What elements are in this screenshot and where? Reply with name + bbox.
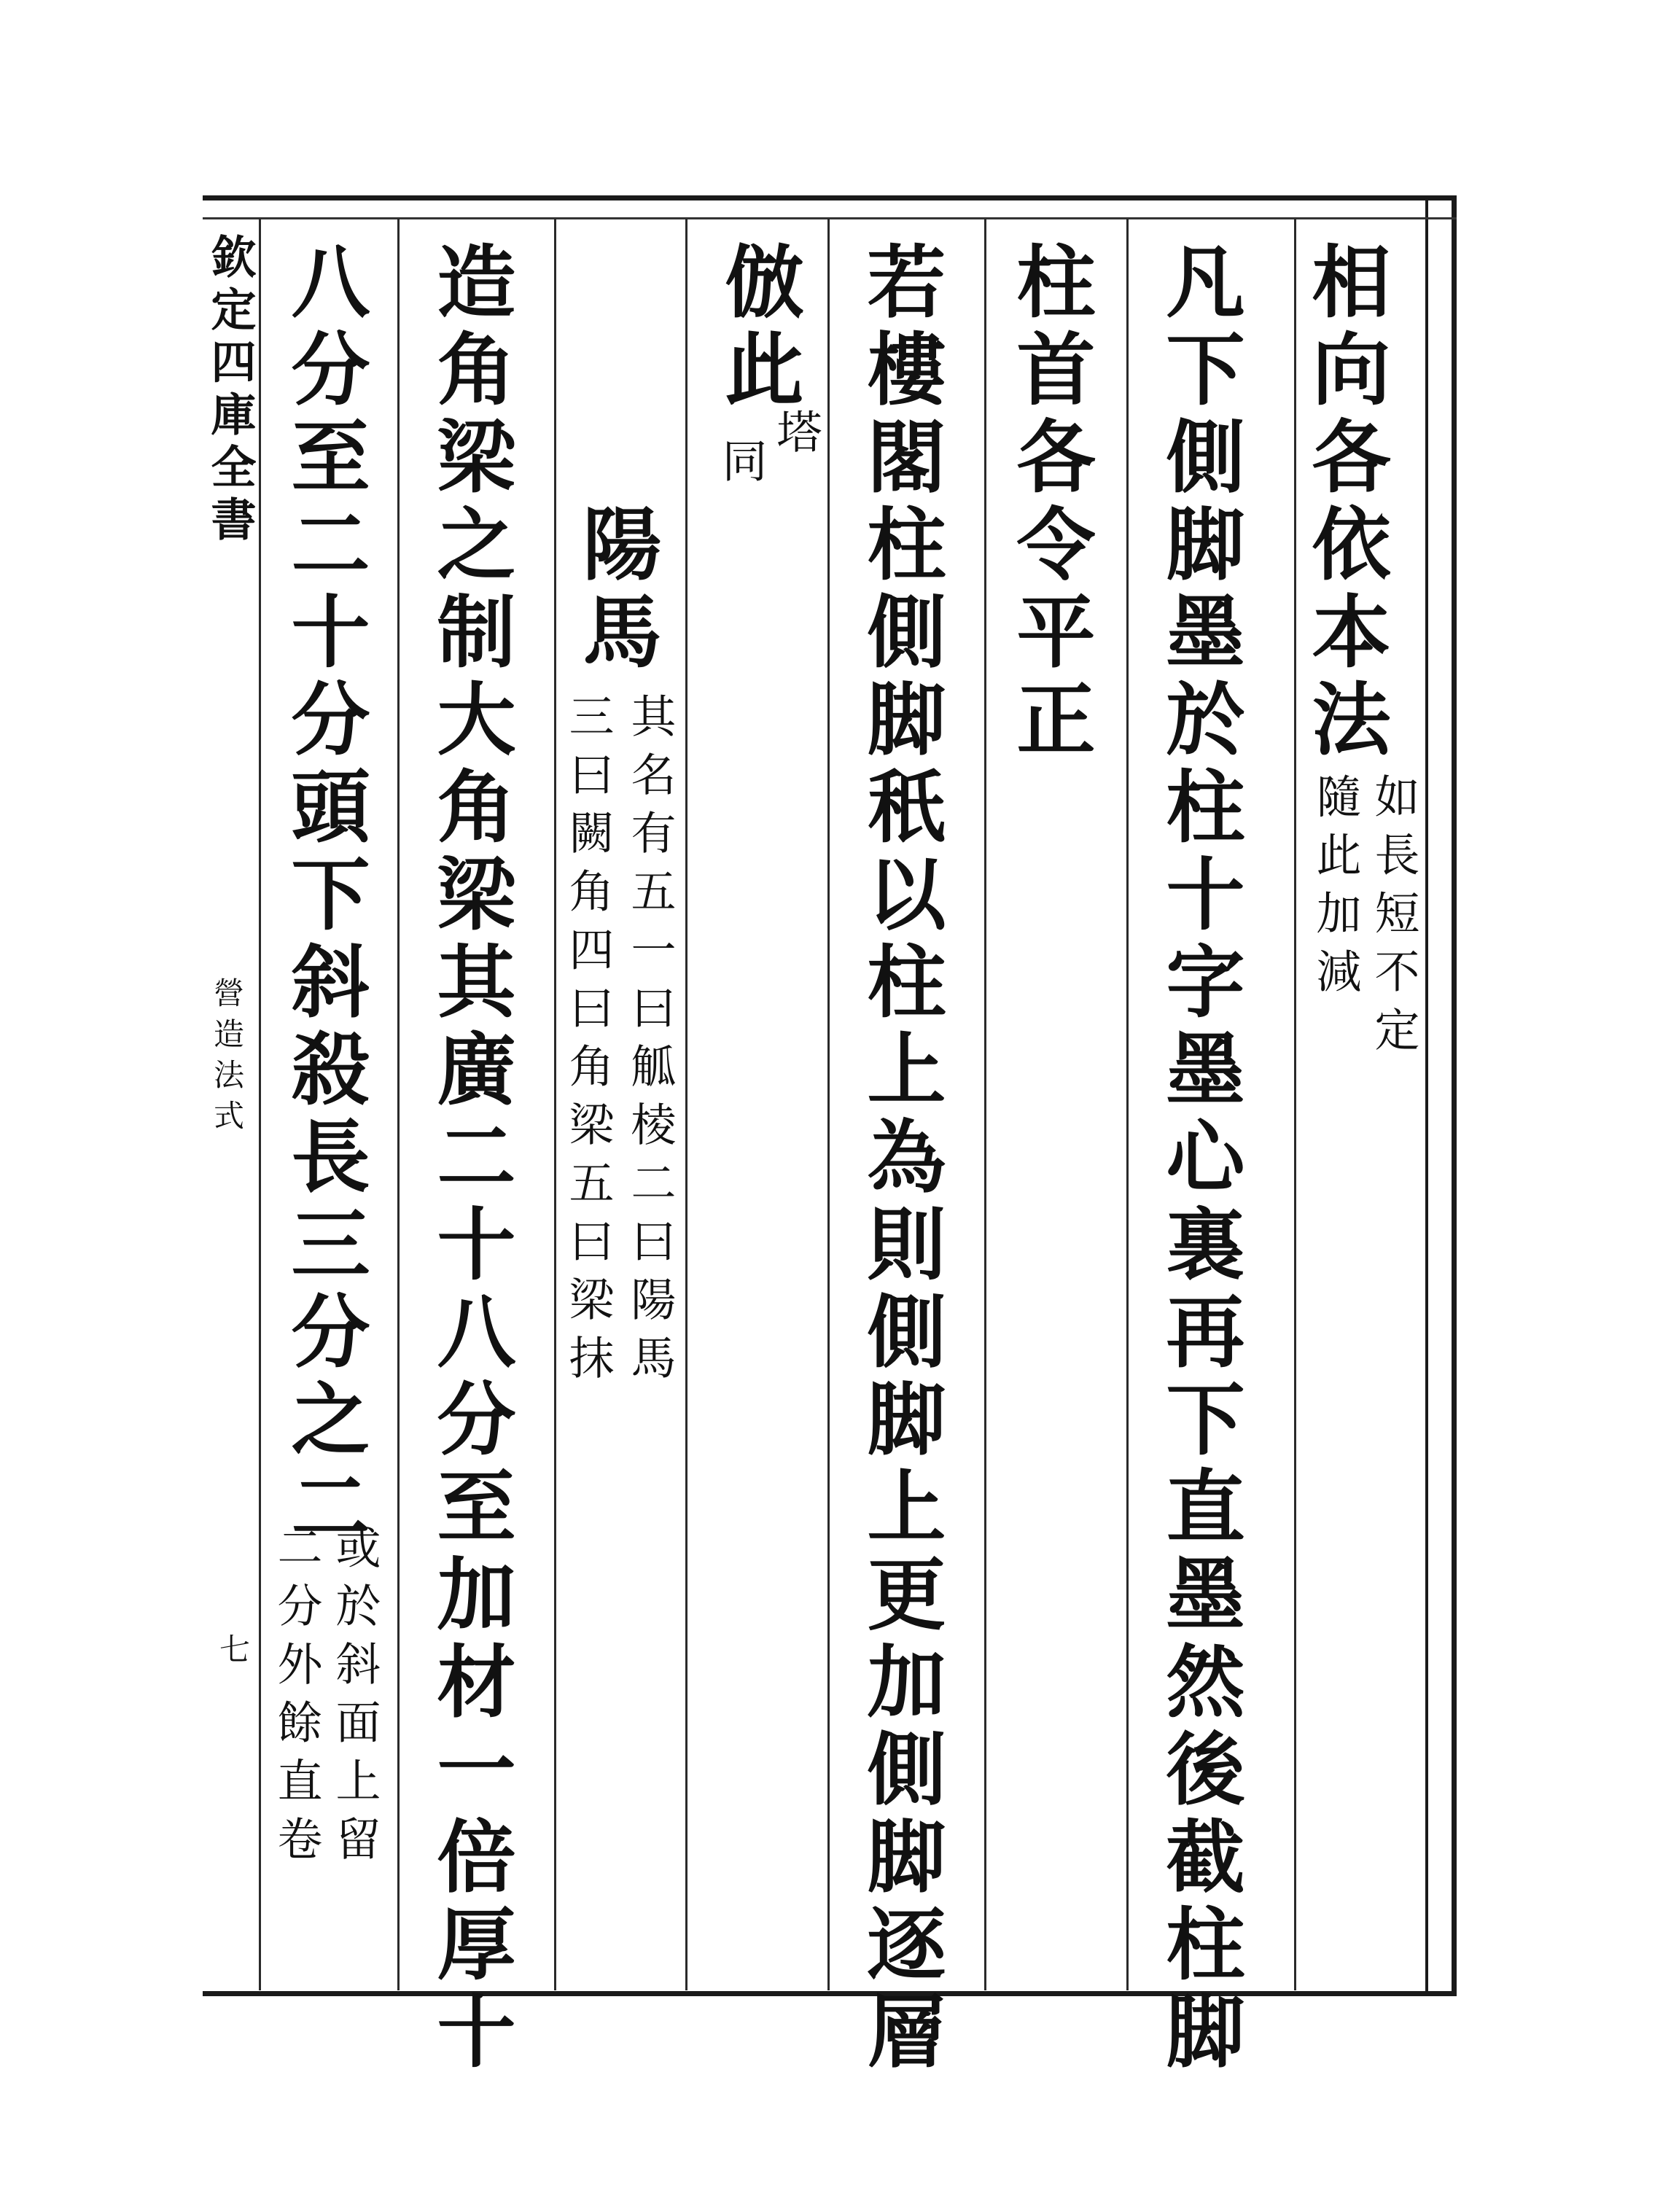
text-column-1: 相向各依本法 <box>1298 241 1390 766</box>
annotation-6a: 其名有五一曰觚棱二曰陽馬 <box>623 693 677 1393</box>
text-column-3: 柱首各令平正 <box>1003 241 1095 766</box>
page-number: 七 <box>215 1633 251 1664</box>
text-column-7: 造角梁之制大角梁其廣二十八分至加材一倍厚十 <box>424 241 515 2078</box>
annotation-6b: 三曰闕角四曰角梁五曰梁抹 <box>561 693 615 1393</box>
column-divider <box>259 219 261 1990</box>
page-frame <box>203 195 1457 1996</box>
text-column-4: 若樓閣柱側脚秖以柱上為則側脚上更加側脚逐層 <box>854 241 946 2078</box>
frame-top-rule <box>203 217 1457 219</box>
frame-double-rule <box>1425 195 1428 1996</box>
text-column-5: 倣此 <box>712 241 803 416</box>
column-divider <box>984 219 986 1990</box>
column-divider <box>685 219 687 1990</box>
book-collection-title: 欽定四庫全書 <box>203 233 257 548</box>
column-divider <box>554 219 556 1990</box>
annotation-8a: 或於斜面上留 <box>328 1524 381 1874</box>
column-divider <box>827 219 830 1990</box>
column-divider <box>397 219 400 1990</box>
annotation-1a: 如長短不定 <box>1367 773 1420 1064</box>
column-divider <box>1126 219 1129 1990</box>
annotation-5b: 同 <box>714 437 768 496</box>
text-column-2: 凡下側脚墨於柱十字墨心裏再下直墨然後截柱脚 <box>1153 241 1244 2078</box>
column-divider <box>1294 219 1296 1990</box>
text-column-6-heading: 陽馬 <box>569 503 661 678</box>
annotation-5a: 塔 <box>769 408 822 467</box>
annotation-1b: 隨此加減 <box>1309 773 1362 1006</box>
text-column-8: 八分至二十分頭下斜殺長三分之二 <box>278 241 370 1553</box>
book-title: 營造法式 <box>209 977 245 1140</box>
annotation-8b: 二分外餘直卷 <box>270 1524 323 1874</box>
